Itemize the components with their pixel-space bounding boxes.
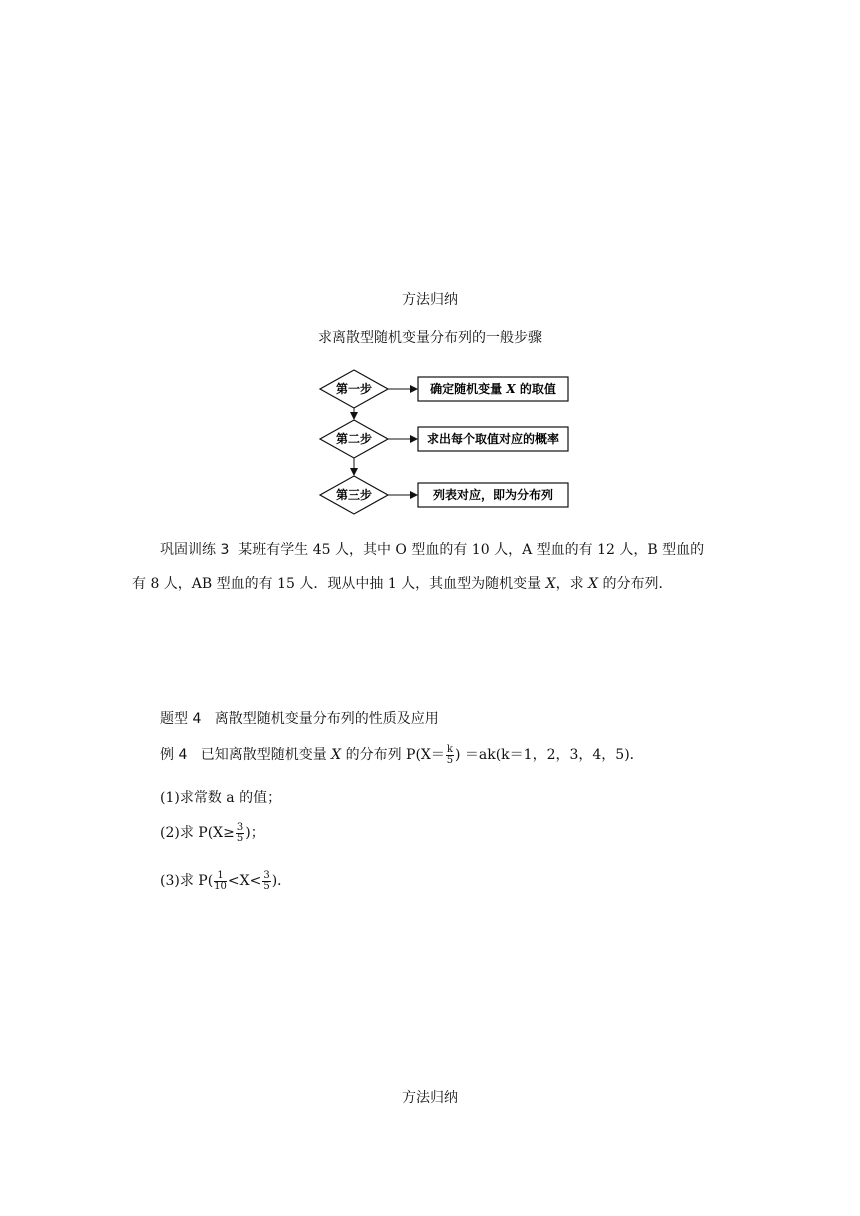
question-1: (1)求常数 a 的值； — [160, 790, 282, 806]
method-summary-heading: 方法归纳 — [402, 292, 458, 308]
flowchart — [318, 366, 578, 522]
step-2-text: 求出每个取值对应的概率 — [426, 432, 560, 446]
example-fraction: $\frac{k}{5}$ — [446, 743, 454, 766]
question-3-fraction-1: $\frac{1}{10}$ — [214, 869, 227, 892]
example-text: 已知离散型随机变量 — [200, 747, 332, 763]
step-3-box — [418, 483, 568, 507]
step-3-label: 第三步 — [335, 488, 373, 502]
example-statement: 例 4 已知离散型随机变量 X 的分布列 P(X＝ $\frac{k}{5}$ ) ＝ak(k＝1，2，3，4，5)． — [160, 743, 644, 766]
step-2-diamond — [320, 420, 388, 458]
step-1-box — [418, 377, 568, 401]
question-3-fraction-2: $\frac{3}{5}$ — [263, 869, 270, 892]
question-2: (2)求 P(X≥ $\frac{3}{5}$ )； — [160, 821, 265, 844]
exercise-label: 巩固训练 3 — [160, 542, 230, 558]
topic-label: 题型 4 — [160, 711, 202, 727]
method-summary-heading-2: 方法归纳 — [402, 1090, 458, 1106]
question-2-fraction: $\frac{3}{5}$ — [236, 821, 244, 844]
step-3-diamond — [320, 476, 388, 514]
exercise-var-1: X — [545, 576, 556, 592]
step-1-label: 第一步 — [335, 382, 373, 396]
exercise-line-1: 某班有学生 45 人，其中 O 型血的有 10 人，A 型血的有 12 人，B 型血的 — [238, 542, 705, 558]
topic-heading — [160, 708, 439, 728]
step-1-text-var: X — [506, 382, 516, 396]
svg-text:确定随机变量 X 的取值 — [430, 381, 556, 396]
step-2-label: 第二步 — [335, 432, 373, 446]
topic-title: 离散型随机变量分布列的性质及应用 — [214, 711, 439, 727]
exercise-line-2c: 的分布列． — [598, 576, 673, 592]
exercise-line-2a: 有 8 人，AB 型血的有 15 人．现从中抽 1 人，其血型为随机变量 — [132, 576, 546, 592]
step-1-diamond — [320, 370, 388, 408]
exercise-var-2: X — [588, 576, 599, 592]
step-1-text-b: 的取值 — [515, 382, 556, 396]
example-var: X — [331, 747, 342, 763]
question-3: (3)求 P( $\frac{1}{10}$ <X< $\frac{3}{5}$ )． — [160, 869, 292, 892]
example-text-2: 的分布列 — [341, 747, 407, 763]
exercise-paragraph — [132, 533, 752, 601]
step-3-text: 列表对应，即为分布列 — [432, 488, 554, 502]
exercise-line-2b: ，求 — [555, 576, 589, 592]
example-label: 例 4 — [160, 747, 188, 763]
step-2-box — [418, 427, 568, 451]
example-formula-pre: P(X＝ — [406, 747, 445, 763]
step-1-text-a: 确定随机变量 — [430, 382, 507, 396]
steps-heading: 求离散型随机变量分布列的一般步骤 — [318, 330, 542, 346]
example-formula-post: ＝ak(k＝1，2，3，4，5)． — [464, 747, 644, 763]
